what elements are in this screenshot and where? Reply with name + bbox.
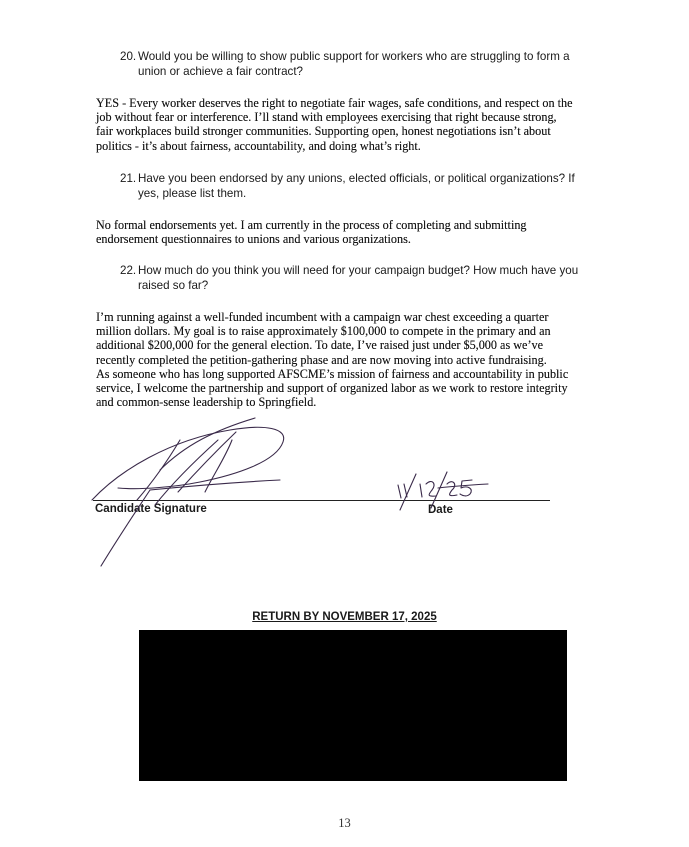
answer-line: million dollars. My goal is to raise approximately $100,000 to compete in the primary and an bbox=[96, 324, 551, 339]
signature-stroke bbox=[150, 480, 280, 490]
question-text: Have you been endorsed by any unions, elected officials, or political organizations? If yes, please list them. bbox=[138, 172, 575, 200]
answer-21 bbox=[96, 218, 600, 246]
answer-line: service, I welcome the partnership and support of organized labor as we work to restore integrity bbox=[96, 381, 568, 396]
candidate-signature-line bbox=[93, 500, 385, 501]
signature-stroke bbox=[155, 440, 218, 505]
page-number: 13 bbox=[338, 816, 351, 830]
answer-line: As someone who has long supported AFSCME’s mission of fairness and accountability in public bbox=[96, 366, 569, 381]
date-stroke bbox=[404, 484, 407, 497]
return-deadline-text: RETURN BY NOVEMBER 17, 2025 bbox=[252, 611, 437, 623]
question-20 bbox=[120, 49, 590, 79]
redacted-block bbox=[139, 630, 567, 781]
answer-line: No formal endorsements yet. I am currently in the process of completing and submitting bbox=[96, 218, 527, 232]
signature-stroke bbox=[137, 440, 180, 500]
answer-line: fair workplaces build stronger communities. Supporting open, honest negotiations isn’t about bbox=[96, 124, 551, 139]
question-text: Would you be willing to show public support for workers who are struggling to form a union or achieve a fair contract? bbox=[138, 50, 570, 78]
date-stroke bbox=[400, 474, 416, 510]
answer-line: job without fear or interference. I’ll stand with employees exercising that right because strong, bbox=[96, 110, 557, 125]
date-stroke bbox=[426, 482, 436, 497]
signature-stroke bbox=[101, 490, 150, 566]
candidate-signature-label: Candidate Signature bbox=[95, 503, 207, 515]
question-21 bbox=[120, 171, 590, 201]
answer-line: recently completed the petition-gathering phase and are now moving into active fundraising. bbox=[96, 352, 547, 367]
answer-20 bbox=[96, 96, 600, 153]
answer-line: politics - it’s about fairness, accountability, and doing what’s right. bbox=[96, 138, 421, 153]
signature-stroke bbox=[178, 432, 236, 492]
answer-22 bbox=[96, 310, 600, 409]
answer-line: additional $200,000 for the general election. To date, I’ve raised just under $5,000 as we’ve bbox=[96, 338, 544, 353]
answer-line: and common-sense leadership to Springfield. bbox=[96, 395, 317, 410]
signature-stroke bbox=[205, 440, 232, 492]
date-stroke bbox=[420, 484, 422, 497]
date-label: Date bbox=[428, 504, 453, 516]
signature-stroke bbox=[92, 427, 284, 500]
date-stroke bbox=[431, 472, 447, 508]
answer-line: YES - Every worker deserves the right to negotiate fair wages, safe conditions, and respect on the bbox=[96, 96, 573, 110]
question-text: How much do you think you will need for your campaign budget? How much have you raised so far? bbox=[138, 264, 579, 292]
question-number: 20. bbox=[120, 50, 137, 63]
date-stroke bbox=[438, 484, 488, 488]
signature-stroke bbox=[160, 418, 255, 470]
date-stroke bbox=[447, 482, 457, 496]
return-deadline-notice bbox=[0, 611, 689, 623]
question-number: 21. bbox=[120, 172, 137, 185]
question-22 bbox=[120, 263, 590, 293]
date-stroke bbox=[398, 485, 401, 498]
question-number: 22. bbox=[120, 264, 137, 277]
date-stroke bbox=[460, 480, 472, 496]
answer-line: endorsement questionnaires to unions and various organizations. bbox=[96, 232, 411, 247]
answer-line: I’m running against a well-funded incumbent with a campaign war chest exceeding a quarter bbox=[96, 310, 549, 324]
date-line bbox=[385, 500, 550, 501]
